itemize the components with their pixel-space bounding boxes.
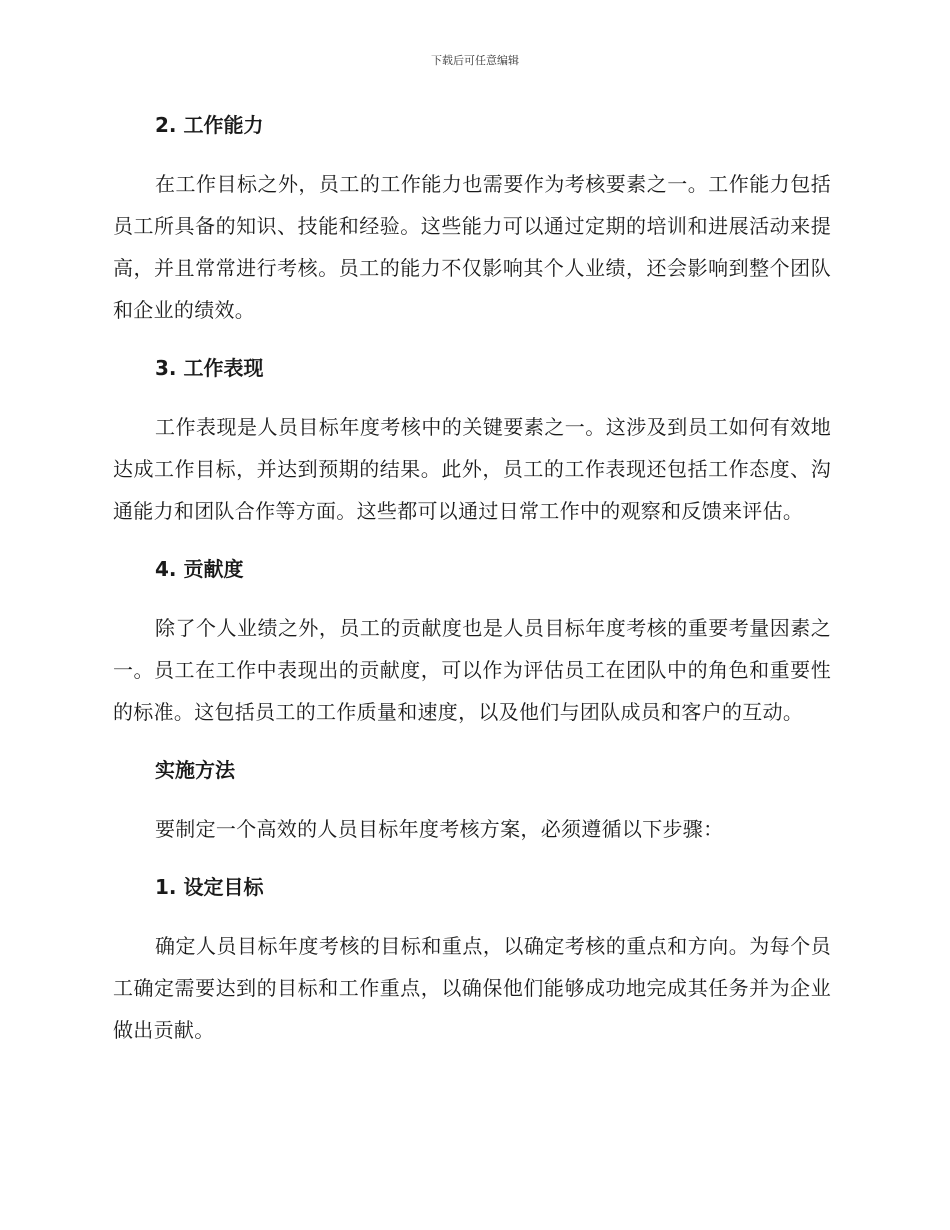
header-note: 下载后可任意编辑 xyxy=(431,54,519,67)
section-heading-implementation: 实施方法 xyxy=(155,758,235,782)
document-body xyxy=(113,110,831,1073)
section-heading-work-performance: 3. 工作表现 xyxy=(155,356,264,380)
section-paragraph-work-performance: 工作表现是人员目标年度考核中的关键要素之一。这涉及到员工如何有效地达成工作目标，并达到预期的结果。此外，员工的工作表现还包括工作态度、沟通能力和团队合作等方面。这些都可以通过日常工作中的观察和反馈来评估。 xyxy=(113,415,831,523)
section-heading-set-goals: 1. 设定目标 xyxy=(155,875,264,899)
section-paragraph-implementation: 要制定一个高效的人员目标年度考核方案，必须遵循以下步骤： xyxy=(155,817,724,841)
section-paragraph-set-goals: 确定人员目标年度考核的目标和重点，以确定考核的重点和方向。为每个员工确定需要达到的目标和工作重点，以确保他们能够成功地完成其任务并为企业做出贡献。 xyxy=(113,934,831,1042)
section-paragraph-work-ability: 在工作目标之外，员工的工作能力也需要作为考核要素之一。工作能力包括员工所具备的知识、技能和经验。这些能力可以通过定期的培训和进展活动来提高，并且常常进行考核。员工的能力不仅影响其个人业绩，还会影响到整个团队和企业的绩效。 xyxy=(113,172,831,322)
section-paragraph-contribution: 除了个人业绩之外，员工的贡献度也是人员目标年度考核的重要考量因素之一。员工在工作中表现出的贡献度，可以作为评估员工在团队中的角色和重要性的标准。这包括员工的工作质量和速度，以及他们与团队成员和客户的互动。 xyxy=(113,616,831,724)
section-heading-work-ability: 2. 工作能力 xyxy=(155,113,264,137)
section-heading-contribution: 4. 贡献度 xyxy=(155,557,244,581)
